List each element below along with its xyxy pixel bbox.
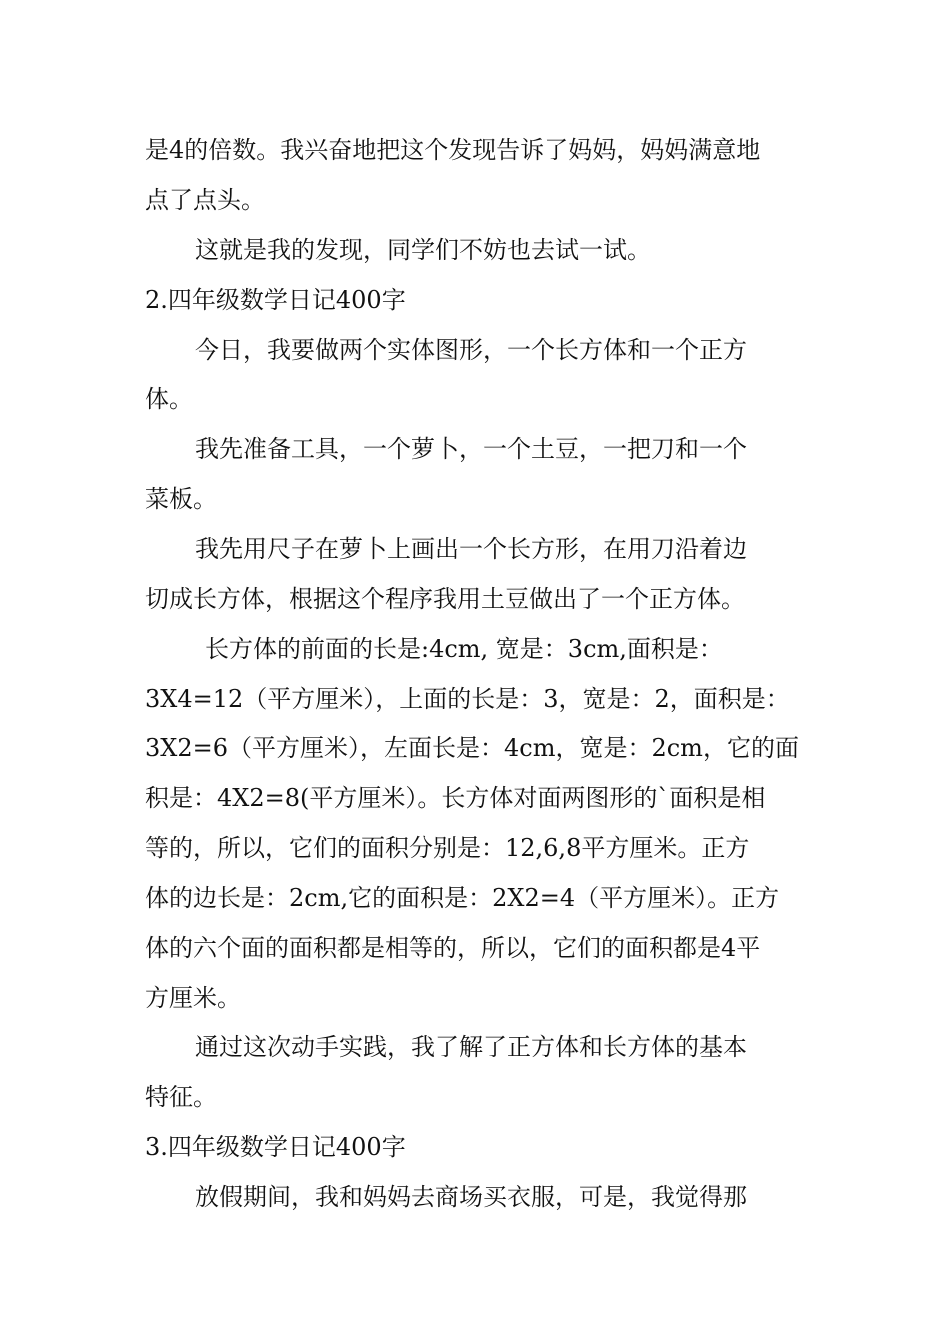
text-line: 放假期间，我和妈妈去商场买衣服，可是，我觉得那 bbox=[195, 1183, 747, 1211]
text-line: 我先用尺子在萝卜上画出一个长方形，在用刀沿着边 bbox=[195, 535, 747, 563]
text-line: 特征。 bbox=[145, 1083, 217, 1111]
text-line: 我先准备工具，一个萝卜，一个土豆，一把刀和一个 bbox=[195, 435, 747, 463]
text-line: 体。 bbox=[145, 385, 193, 413]
text-line: 这就是我的发现，同学们不妨也去试一试。 bbox=[195, 236, 651, 264]
text-line: 体的六个面的面积都是相等的，所以，它们的面积都是4平 bbox=[145, 934, 761, 962]
text-line: 点了点头。 bbox=[145, 186, 265, 214]
text-line: 切成长方体，根据这个程序我用土豆做出了一个正方体。 bbox=[145, 585, 745, 613]
text-line: 方厘米。 bbox=[145, 984, 241, 1012]
text-line: 等的，所以，它们的面积分别是：12,6,8平方厘米。正方 bbox=[145, 834, 750, 862]
text-line: 通过这次动手实践，我了解了正方体和长方体的基本 bbox=[195, 1033, 747, 1061]
text-line: 菜板。 bbox=[145, 485, 217, 513]
text-line: 3X4=12（平方厘米），上面的长是：3，宽是：2，面积是： bbox=[145, 685, 790, 713]
text-line: 长方体的前面的长是:4cm, 宽是：3cm,面积是： bbox=[205, 635, 723, 663]
section-heading: 3.四年级数学日记400字 bbox=[145, 1133, 406, 1161]
text-line: 是4的倍数。我兴奋地把这个发现告诉了妈妈，妈妈满意地 bbox=[145, 136, 761, 164]
text-line: 3X2=6（平方厘米），左面长是：4cm，宽是：2cm，它的面 bbox=[145, 734, 799, 762]
text-line: 今日，我要做两个实体图形，一个长方体和一个正方 bbox=[195, 336, 747, 364]
text-line: 积是：4X2=8(平方厘米）。长方体对面两图形的`面积是相 bbox=[145, 784, 766, 812]
section-heading: 2.四年级数学日记400字 bbox=[145, 286, 406, 314]
text-line: 体的边长是：2cm,它的面积是：2X2=4（平方厘米）。正方 bbox=[145, 884, 780, 912]
